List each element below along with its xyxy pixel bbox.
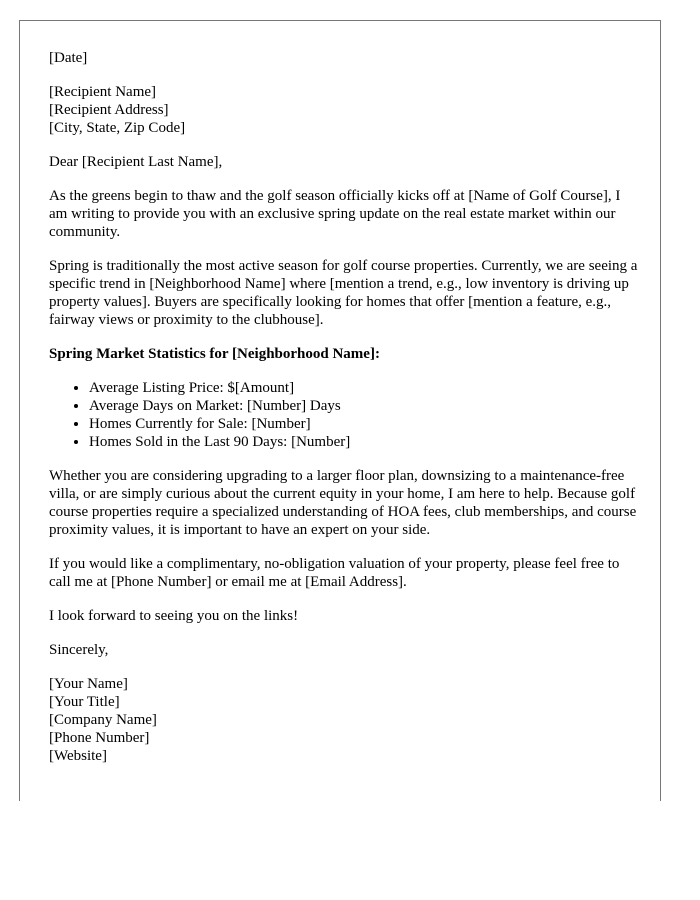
stat-average-listing-price: • Average Listing Price: $[Amount] — [89, 379, 639, 397]
stat-homes-for-sale: • Homes Currently for Sale: [Number] — [89, 415, 639, 433]
letter-date: [Date] — [49, 50, 88, 66]
signature-name: [Your Name] — [49, 676, 128, 692]
recipient-address: [Recipient Address] — [49, 102, 169, 118]
salutation: Dear [Recipient Last Name], — [49, 154, 223, 170]
signature-block — [49, 675, 639, 765]
signature-website: [Website] — [49, 748, 107, 764]
recipient-name: [Recipient Name] — [49, 84, 157, 100]
help-paragraph: Whether you are considering upgrading to a larger floor plan, downsizing to a maintenance-free villa, or are simply curious about the current equity in your home, I am here to help. Because golf course properties require a specialized understanding of HOA fees, club memberships, and course proximity values, it is important to have an expert on your side. — [49, 468, 637, 538]
letter-page — [19, 20, 661, 801]
trend-paragraph: Spring is traditionally the most active season for golf course properties. Currently, we are seeing a specific trend in [Neighborhood Name] where [mention a trend, e.g., low inventory is driving up property values]. Buyers are specifically looking for homes that offer [mention a feature, e.g., fairway views or proximity to the clubhouse]. — [49, 258, 638, 328]
signoff: Sincerely, — [49, 642, 109, 658]
recipient-block — [49, 83, 639, 137]
intro-paragraph: As the greens begin to thaw and the golf season officially kicks off at [Name of Golf Course], I am writing to provide you with an exclusive spring update on the real estate market within our community. — [49, 188, 621, 240]
stat-homes-sold: • Homes Sold in the Last 90 Days: [Number] — [89, 433, 639, 451]
signature-title: [Your Title] — [49, 694, 120, 710]
stats-list — [49, 379, 639, 451]
stat-average-days-on-market: • Average Days on Market: [Number] Days — [89, 397, 639, 415]
signature-company: [Company Name] — [49, 712, 157, 728]
stats-heading: Spring Market Statistics for [Neighborhood Name]: — [49, 346, 380, 362]
recipient-city-state-zip: [City, State, Zip Code] — [49, 120, 186, 136]
signature-phone: [Phone Number] — [49, 730, 150, 746]
valuation-paragraph: If you would like a complimentary, no-obligation valuation of your property, please feel free to call me at [Phone Number] or email me at [Email Address]. — [49, 556, 620, 590]
look-forward-paragraph: I look forward to seeing you on the links! — [49, 608, 299, 624]
letter-body — [49, 49, 639, 765]
